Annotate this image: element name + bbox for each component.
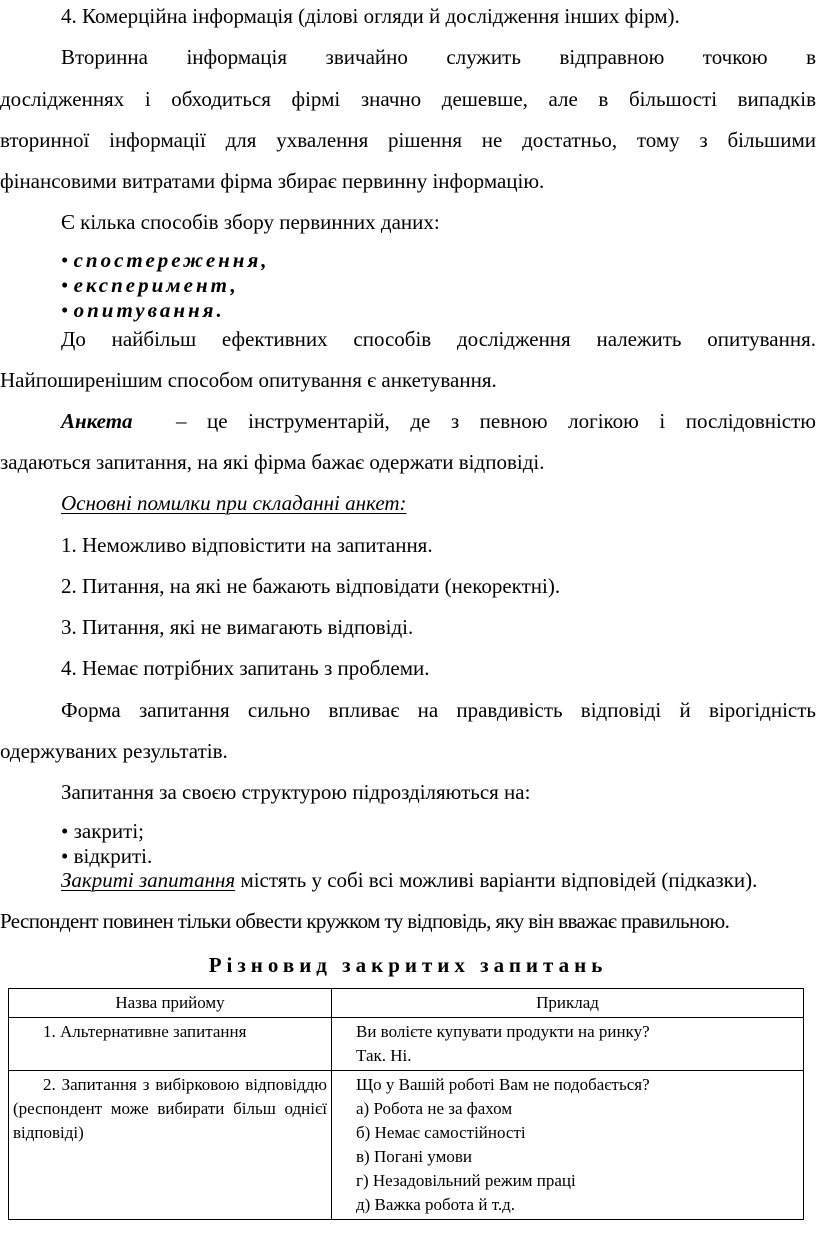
table-row [9, 1018, 804, 1071]
closed-questions-table [8, 988, 804, 1220]
paragraph-secondary-line2: дослідженнях і обходиться фірмі значно дешевше, але в більшості випадків [0, 87, 816, 111]
term-questionnaire: Анкета [61, 409, 133, 433]
error-item-4: 4. Немає потрібних запитань з проблеми. [61, 656, 430, 680]
table-row [9, 1071, 804, 1220]
error-item-3: 3. Питання, які не вимагають відповіді. [61, 615, 414, 639]
paragraph-methods-intro: Є кілька способів збору первинних даних: [61, 210, 440, 234]
table-header-row [9, 989, 804, 1018]
term-closed-questions: Закриті запитання [61, 868, 236, 892]
bullet-survey-text: опитування. [73, 298, 225, 322]
paragraph-secondary-line4: фінансовими витратами фірма збирає первинну інформацію. [0, 169, 545, 193]
header-example: Приклад [332, 989, 804, 1018]
paragraph-survey-line2: Найпоширенішим способом опитування є анкетування. [0, 368, 497, 392]
error-item-1: 1. Неможливо відповістити на запитання. [61, 533, 433, 557]
bullet-symbol: • [61, 248, 69, 272]
cell-technique-name: 2. Запитання з вибірковою відповіддю (респондент може вибирати більш однієї відповіді) [9, 1071, 332, 1220]
paragraph-survey-line1: До найбільш ефективних способів дослідження належить опитування. [61, 327, 816, 351]
list-item-commercial-info: 4. Комерційна інформація (ділові огляди й дослідження інших фірм). [61, 4, 680, 28]
paragraph-questionnaire-line1 [61, 411, 816, 432]
paragraph-structure: Запитання за своєю структурою підрозділяються на: [61, 780, 531, 804]
paragraph-form-line1: Форма запитання сильно впливає на правдивість відповіді й вірогідність [61, 698, 816, 722]
header-technique-name: Назва прийому [9, 989, 332, 1018]
bullet-survey [61, 300, 225, 321]
example-line: б) Немає самостійності [356, 1123, 526, 1142]
paragraph-closed-line1 [61, 870, 816, 891]
example-line: в) Погані умови [356, 1147, 472, 1166]
bullet-symbol: • [61, 298, 69, 322]
example-line: Так. Ні. [356, 1046, 412, 1065]
example-line: Ви волієте купувати продукти на ринку? [356, 1022, 650, 1041]
example-line: г) Незадовільний режим праці [356, 1171, 576, 1190]
bullet-observation [61, 250, 270, 271]
definition-closed-questions: містять у собі всі можливі варіанти відповідей (підказки). [240, 868, 758, 892]
list-item-closed: • закриті; [61, 819, 145, 843]
example-line: а) Робота не за фахом [356, 1099, 513, 1118]
cell-example [332, 1071, 804, 1220]
error-item-2: 2. Питання, на які не бажають відповідати (некоректні). [61, 574, 561, 598]
paragraph-secondary-line3: вторинної інформації для ухвалення рішення не достатньо, тому з більшими [0, 128, 816, 152]
paragraph-closed-line2: Респондент повинен тільки обвести кружком ту відповідь, яку він вважає правильною. [0, 909, 730, 933]
example-line: д) Важка робота й т.д. [356, 1195, 515, 1214]
bullet-experiment [61, 275, 239, 296]
definition-questionnaire: – це інструментарій, де з певною логікою і послідовністю [176, 409, 816, 433]
paragraph-questionnaire-line2: задаються запитання, на які фірма бажає одержати відповіді. [0, 450, 545, 474]
paragraph-form-line2: одержуваних результатів. [0, 739, 228, 763]
table-title: Різновид закритих запитань [208, 953, 608, 977]
cell-technique-name: 1. Альтернативне запитання [9, 1018, 332, 1071]
cell-example [332, 1018, 804, 1071]
heading-main-errors: Основні помилки при складанні анкет: [61, 491, 407, 515]
bullet-observation-text: спостереження, [73, 248, 270, 272]
list-item-open: • відкриті. [61, 844, 153, 868]
bullet-experiment-text: експеримент, [73, 273, 239, 297]
bullet-symbol: • [61, 273, 69, 297]
paragraph-secondary-line1: Вторинна інформація звичайно служить відправною точкою в [61, 45, 816, 69]
example-line: Що у Вашій роботі Вам не подобається? [356, 1075, 650, 1094]
